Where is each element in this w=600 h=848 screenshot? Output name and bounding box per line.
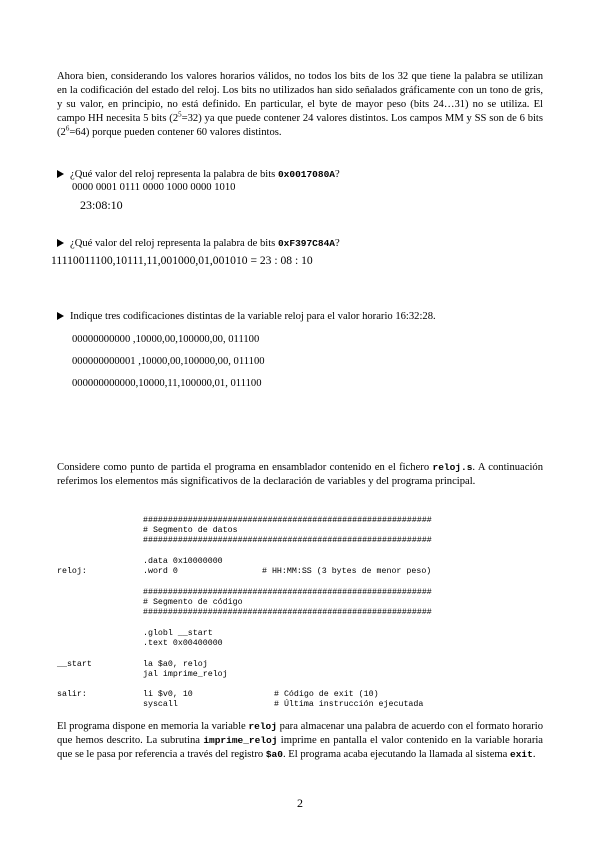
word-directive: .word 0 — [143, 567, 178, 576]
salir-label: salir: — [57, 690, 87, 699]
filename-code: reloj.s — [432, 462, 473, 473]
q2-answer: 11110011100,10111,11,001000,01,001010 = 23 : 08 : 10 — [51, 254, 313, 267]
data-directive: .data 0x10000000 — [143, 557, 223, 566]
li-instruction: li $v0, 10 — [143, 690, 193, 699]
intro-text-3: =64) porque pueden contener 60 valores distintos. — [69, 127, 282, 138]
intro-text-2: =32) ya que puede contener 24 valores distintos. Los campos MM y SS son de 6 bits (2 — [57, 113, 543, 138]
text-directive: .text 0x00400000 — [143, 639, 223, 648]
hash-line: ########################################################## — [143, 516, 432, 525]
question-3: Indique tres codificaciones distintas de la variable reloj para el valor horario 16:32:28. — [57, 310, 436, 324]
hash-line: ########################################################## — [143, 588, 432, 597]
globl-directive: .globl __start — [143, 629, 213, 638]
intro-paragraph — [57, 70, 543, 140]
bullet-triangle-icon — [57, 170, 64, 178]
question-2: ¿Qué valor del reloj representa la palabra de bits 0xF397C84A? — [57, 237, 340, 251]
superscript-5: 5 — [178, 110, 182, 119]
q2-hex-code: 0xF397C84A — [277, 238, 335, 249]
bullet-triangle-icon — [57, 312, 64, 320]
comment-data-segment: # Segmento de datos — [143, 526, 238, 535]
start-label: __start — [57, 660, 92, 669]
q3-answer-1: 00000000000 ,10000,00,100000,00, 011100 — [72, 334, 260, 345]
reloj-label: reloj: — [57, 567, 87, 576]
li-comment: # Código de exit (10) — [274, 690, 379, 699]
program-description-paragraph: El programa dispone en memoria la variable reloj para almacenar una palabra de acuerdo con el formato horario que hemos descrito. La subrutina imprime_reloj imprime en pantalla el valor contenido en la variable horaria que se le pasa por referencia a través del registro $a0. El programa acaba ejecutando la llamada al sistema exit. — [57, 721, 543, 760]
intro-text-1: Ahora bien, considerando los valores horarios válidos, no todos los bits de los 32 que tiene la palabra se utilizan en la codificación del estado del reloj. Los bits no utilizados han sido señalados gráficamente con un tono de gris, y su valor, en principio, no está definido. En particular, el byte de mayor peso (bits 24…31) no se utiliza. El campo HH necesita 5 bits (2 — [57, 71, 543, 124]
code-imprime-reloj: imprime_reloj — [203, 735, 278, 746]
hash-line: ########################################################## — [143, 536, 432, 545]
syscall-comment: # Última instrucción ejecutada — [274, 700, 424, 709]
jal-instruction: jal imprime_reloj — [143, 670, 228, 679]
comment-code-segment: # Segmento de código — [143, 598, 243, 607]
superscript-6: 6 — [65, 124, 70, 133]
q3-answer-2: 000000000001 ,10000,00,100000,00, 011100 — [72, 356, 265, 367]
question-1: ¿Qué valor del reloj representa la palabra de bits 0x0017080A? — [57, 168, 340, 182]
hash-line: ########################################################## — [143, 608, 432, 617]
la-instruction: la $a0, reloj — [143, 660, 208, 669]
code-a0: $a0 — [265, 749, 283, 760]
q1-answer-time: 23:08:10 — [80, 198, 123, 212]
page-number: 2 — [297, 796, 303, 810]
code-reloj: reloj — [248, 721, 277, 732]
word-comment: # HH:MM:SS (3 bytes de menor peso) — [262, 567, 432, 576]
q3-answer-3: 000000000000,10000,11,100000,01, 011100 — [72, 378, 262, 389]
program-intro-paragraph: Considere como punto de partida el programa en ensamblador contenido en el fichero reloj.s. A continuación referimos los elementos más significativos de la declaración de variables y del programa principal. — [57, 462, 543, 487]
q1-answer-bits: 0000 0001 0111 0000 1000 0000 1010 — [72, 182, 236, 193]
syscall-instruction: syscall — [143, 700, 178, 709]
bullet-triangle-icon — [57, 239, 64, 247]
q1-hex-code: 0x0017080A — [277, 169, 335, 180]
code-exit: exit — [510, 749, 533, 760]
